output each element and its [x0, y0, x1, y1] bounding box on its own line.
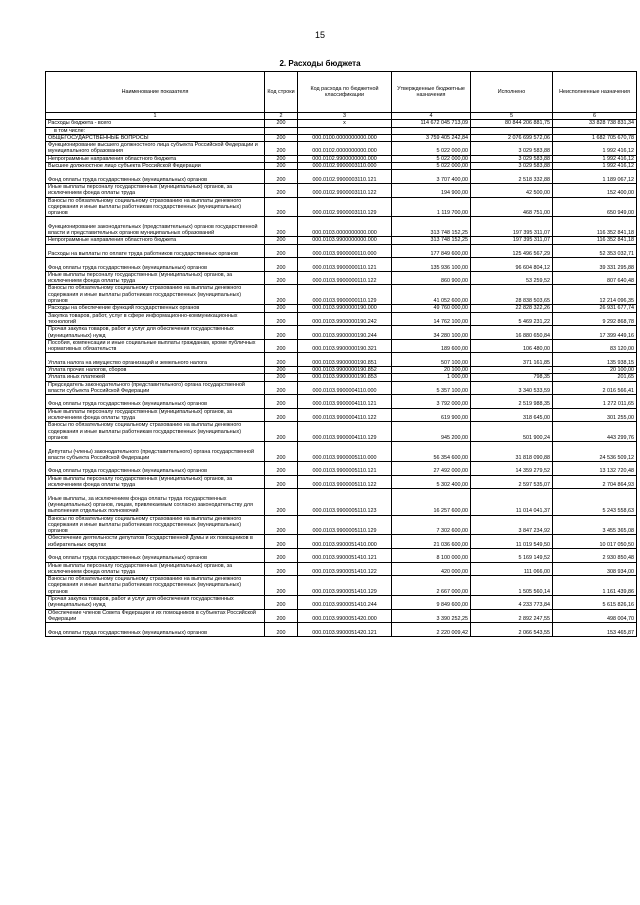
row-name: Уплата налога на имущество организаций и земельного налога: [46, 353, 265, 367]
row-classification-code: 000.0103.9900000190.321: [298, 339, 392, 353]
row-line-code: 200: [265, 170, 298, 184]
row-executed: 11 019 549,50: [471, 535, 553, 549]
row-name: Иные выплаты персоналу государственных (муниципальных) органов, за исключением фонда оплаты труда: [46, 183, 265, 197]
row-classification-code: 000.0103.9900000190.244: [298, 326, 392, 340]
row-line-code: 200: [265, 515, 298, 535]
row-line-code: 200: [265, 462, 298, 476]
row-unexecuted: 2 704 864,93: [553, 475, 637, 489]
row-approved: 619 900,00: [392, 408, 471, 422]
row-classification-code: 000.0102.9900003110.122: [298, 183, 392, 197]
row-name: в том числе:: [46, 127, 265, 134]
row-unexecuted: 12 214 096,35: [553, 285, 637, 305]
row-unexecuted: 308 934,00: [553, 562, 637, 576]
row-classification-code: 000.0103.9900005110.121: [298, 462, 392, 476]
row-line-code: 200: [265, 535, 298, 549]
row-name: Взносы по обязательному социальному страхованию на выплаты денежного содержания и иные выплаты работникам государственных (муниципальных) органов: [46, 422, 265, 442]
row-unexecuted: 20 100,00: [553, 366, 637, 373]
row-classification-code: 000.0102.0000000000.000: [298, 142, 392, 156]
row-name: Прочая закупка товаров, работ и услуг для обеспечения государственных (муниципальных) нужд: [46, 326, 265, 340]
table-row: [46, 155, 637, 162]
row-executed: 501 900,24: [471, 422, 553, 442]
row-classification-code: 000.0103.9900051410.000: [298, 535, 392, 549]
row-approved: 21 036 600,00: [392, 535, 471, 549]
row-executed: 798,35: [471, 374, 553, 381]
row-approved: [392, 127, 471, 134]
row-executed: 1 505 560,14: [471, 576, 553, 596]
row-approved: 2 220 009,42: [392, 623, 471, 637]
row-executed: [471, 127, 553, 134]
row-line-code: [265, 127, 298, 134]
table-row: [46, 217, 637, 237]
row-executed: 42 500,00: [471, 183, 553, 197]
row-approved: 5 022 000,00: [392, 163, 471, 170]
row-classification-code: 000.0103.9900051410.122: [298, 562, 392, 576]
row-executed: 2 076 699 572,06: [471, 134, 553, 141]
row-classification-code: 000.0103.9900005110.000: [298, 442, 392, 462]
row-classification-code: 000.0103.9900000190.853: [298, 374, 392, 381]
row-approved: 3 707 400,00: [392, 170, 471, 184]
column-number-row: [46, 113, 637, 120]
row-classification-code: 000.0103.9900004110.122: [298, 408, 392, 422]
row-approved: 5 022 000,00: [392, 155, 471, 162]
row-unexecuted: 1 272 011,65: [553, 395, 637, 409]
column-number: 2: [265, 113, 298, 120]
row-executed: 11 014 041,37: [471, 489, 553, 515]
row-classification-code: 000.0103.9900051410.121: [298, 549, 392, 563]
row-classification-code: 000.0103.9900000110.121: [298, 258, 392, 272]
row-classification-code: 000.0103.9900051420.000: [298, 609, 392, 623]
row-line-code: 200: [265, 197, 298, 217]
row-classification-code: 000.0103.9900000190.242: [298, 312, 392, 326]
row-executed: 2 066 543,55: [471, 623, 553, 637]
row-approved: 5 302 400,00: [392, 475, 471, 489]
row-line-code: 200: [265, 326, 298, 340]
row-classification-code: x: [298, 120, 392, 127]
column-header-unexecuted: Неисполненные назначения: [553, 72, 637, 113]
table-row: [46, 163, 637, 170]
row-approved: 5 022 000,00: [392, 142, 471, 156]
row-line-code: 200: [265, 623, 298, 637]
row-line-code: 200: [265, 217, 298, 237]
row-line-code: 200: [265, 609, 298, 623]
row-line-code: 200: [265, 142, 298, 156]
table-row: [46, 271, 637, 285]
row-name: Расходы на выплаты по оплате труда работников государственных органов: [46, 244, 265, 258]
row-executed: 22 828 322,26: [471, 305, 553, 312]
row-approved: 3 390 252,25: [392, 609, 471, 623]
row-classification-code: 000.0103.9900000110.129: [298, 285, 392, 305]
row-approved: 3 792 000,00: [392, 395, 471, 409]
table-row: [46, 127, 637, 134]
row-executed: 16 880 650,84: [471, 326, 553, 340]
table-row: [46, 609, 637, 623]
table-row: [46, 339, 637, 353]
column-header-name: Наименование показателя: [46, 72, 265, 113]
row-executed: 53 259,52: [471, 271, 553, 285]
row-classification-code: 000.0103.9900000190.851: [298, 353, 392, 367]
row-unexecuted: 3 455 365,08: [553, 515, 637, 535]
row-unexecuted: 443 299,76: [553, 422, 637, 442]
row-line-code: 200: [265, 258, 298, 272]
table-row: [46, 120, 637, 127]
row-approved: 56 354 600,00: [392, 442, 471, 462]
row-name: Уплата прочих налогов, сборов: [46, 366, 265, 373]
row-name: Фонд оплаты труда государственных (муниципальных) органов: [46, 395, 265, 409]
row-line-code: 200: [265, 475, 298, 489]
row-name: Уплата иных платежей: [46, 374, 265, 381]
row-classification-code: 000.0103.9900005110.129: [298, 515, 392, 535]
row-classification-code: 000.0103.9900051410.244: [298, 596, 392, 610]
row-approved: 14 762 100,00: [392, 312, 471, 326]
row-line-code: 200: [265, 381, 298, 395]
row-unexecuted: 152 400,00: [553, 183, 637, 197]
table-row: [46, 596, 637, 610]
table-row: [46, 549, 637, 563]
row-unexecuted: 2 016 566,41: [553, 381, 637, 395]
row-unexecuted: 153 465,87: [553, 623, 637, 637]
row-line-code: 200: [265, 339, 298, 353]
row-classification-code: 000.0103.9900004110.121: [298, 395, 392, 409]
table-row: [46, 197, 637, 217]
row-name: Функционирование законодательных (представительных) органов государственной власти и представительных органов муниципальных образований: [46, 217, 265, 237]
row-name: Иные выплаты персоналу государственных (муниципальных) органов, за исключением фонда оплаты труда: [46, 408, 265, 422]
row-unexecuted: 26 931 677,74: [553, 305, 637, 312]
row-executed: 3 029 583,88: [471, 155, 553, 162]
row-classification-code: 000.0100.0000000000.000: [298, 134, 392, 141]
row-name: Функционирование высшего должностного лица субъекта Российской Федерации и муниципального образования: [46, 142, 265, 156]
row-approved: 194 900,00: [392, 183, 471, 197]
row-executed: 5 469 231,22: [471, 312, 553, 326]
row-line-code: 200: [265, 366, 298, 373]
row-approved: 27 492 000,00: [392, 462, 471, 476]
row-approved: 49 760 000,00: [392, 305, 471, 312]
row-executed: 106 480,00: [471, 339, 553, 353]
table-row: [46, 366, 637, 373]
row-unexecuted: 135 938,15: [553, 353, 637, 367]
row-name: Фонд оплаты труда государственных (муниципальных) органов: [46, 623, 265, 637]
row-unexecuted: 9 292 868,78: [553, 312, 637, 326]
row-name: Фонд оплаты труда государственных (муниципальных) органов: [46, 462, 265, 476]
row-executed: 197 395 311,07: [471, 217, 553, 237]
row-unexecuted: 201,65: [553, 374, 637, 381]
row-executed: 80 844 206 881,75: [471, 120, 553, 127]
table-row: [46, 381, 637, 395]
row-executed: 4 233 773,84: [471, 596, 553, 610]
table-row: [46, 489, 637, 515]
row-name: Взносы по обязательному социальному страхованию на выплаты денежного содержания и иные выплаты работникам государственных (муниципальных) органов: [46, 285, 265, 305]
table-row: [46, 237, 637, 244]
row-line-code: 200: [265, 183, 298, 197]
row-classification-code: 000.0102.9900003110.000: [298, 163, 392, 170]
row-line-code: 200: [265, 576, 298, 596]
row-executed: 2 518 332,88: [471, 170, 553, 184]
row-approved: 860 900,00: [392, 271, 471, 285]
table-row: [46, 395, 637, 409]
row-name: Расходы на обеспечение функций государственных органов: [46, 305, 265, 312]
row-executed: 3 029 583,88: [471, 163, 553, 170]
row-classification-code: 000.0103.9900005110.122: [298, 475, 392, 489]
row-line-code: 200: [265, 408, 298, 422]
row-name: Обеспечение членов Совета Федерации и их помощников в субъектах Российской Федерации: [46, 609, 265, 623]
column-header-line-code: Код строки: [265, 72, 298, 113]
row-approved: 1 119 700,00: [392, 197, 471, 217]
row-unexecuted: 1 189 067,12: [553, 170, 637, 184]
row-name: Расходы бюджета - всего: [46, 120, 265, 127]
header-row: [46, 72, 637, 113]
row-executed: 318 645,00: [471, 408, 553, 422]
row-approved: 34 280 100,00: [392, 326, 471, 340]
column-number: 3: [298, 113, 392, 120]
column-number: 5: [471, 113, 553, 120]
row-approved: 420 000,00: [392, 562, 471, 576]
row-name: Закупка товаров, работ, услуг в сфере информационно-коммуникационных технологий: [46, 312, 265, 326]
row-line-code: 200: [265, 562, 298, 576]
table-row: [46, 562, 637, 576]
row-approved: 114 672 045 713,09: [392, 120, 471, 127]
row-unexecuted: 83 120,00: [553, 339, 637, 353]
row-executed: 31 818 090,88: [471, 442, 553, 462]
table-row: [46, 134, 637, 141]
row-name: ОБЩЕГОСУДАРСТВЕННЫЕ ВОПРОСЫ: [46, 134, 265, 141]
row-classification-code: 000.0103.9900005110.123: [298, 489, 392, 515]
row-name: Депутаты (члены) законодательного (представительного) органа государственной власти субъекта Российской Федерации: [46, 442, 265, 462]
row-name: Председатель законодательного (представительного) органа государственной власти субъекта Российской Федерации: [46, 381, 265, 395]
row-classification-code: [298, 127, 392, 134]
row-executed: 96 604 804,12: [471, 258, 553, 272]
row-unexecuted: [553, 127, 637, 134]
table-row: [46, 374, 637, 381]
row-unexecuted: 33 828 738 831,34: [553, 120, 637, 127]
table-body: [46, 120, 637, 637]
row-line-code: 200: [265, 395, 298, 409]
row-classification-code: 000.0103.9900000110.122: [298, 271, 392, 285]
row-line-code: 200: [265, 285, 298, 305]
row-line-code: 200: [265, 422, 298, 442]
row-name: Высшее должностное лицо субъекта Российской Федерации: [46, 163, 265, 170]
row-executed: 2 892 247,55: [471, 609, 553, 623]
row-line-code: 200: [265, 305, 298, 312]
row-classification-code: 000.0103.0000000000.000: [298, 217, 392, 237]
table-row: [46, 244, 637, 258]
row-executed: 28 838 503,65: [471, 285, 553, 305]
row-unexecuted: 17 399 449,16: [553, 326, 637, 340]
row-unexecuted: 39 331 295,88: [553, 258, 637, 272]
section-title: 2. Расходы бюджета: [279, 59, 361, 68]
row-approved: 20 100,00: [392, 366, 471, 373]
row-executed: 2 519 988,35: [471, 395, 553, 409]
table-row: [46, 326, 637, 340]
row-line-code: 200: [265, 353, 298, 367]
column-header-classification-code: Код расхода по бюджетной классификации: [298, 72, 392, 113]
row-line-code: 200: [265, 120, 298, 127]
row-executed: 468 751,00: [471, 197, 553, 217]
row-line-code: 200: [265, 549, 298, 563]
table-row: [46, 305, 637, 312]
row-unexecuted: 5 243 558,63: [553, 489, 637, 515]
table-row: [46, 353, 637, 367]
row-unexecuted: 1 992 416,12: [553, 142, 637, 156]
table-row: [46, 462, 637, 476]
row-classification-code: 000.0103.9900000110.000: [298, 244, 392, 258]
row-line-code: 200: [265, 244, 298, 258]
table-row: [46, 285, 637, 305]
row-line-code: 200: [265, 155, 298, 162]
row-approved: 16 257 600,00: [392, 489, 471, 515]
row-approved: 313 748 152,25: [392, 237, 471, 244]
row-name: Взносы по обязательному социальному страхованию на выплаты денежного содержания и иные выплаты работникам государственных (муниципальных) органов: [46, 576, 265, 596]
column-header-executed: Исполнено: [471, 72, 553, 113]
row-classification-code: 000.0103.9900000190.852: [298, 366, 392, 373]
row-executed: 125 496 567,29: [471, 244, 553, 258]
row-name: Фонд оплаты труда государственных (муниципальных) органов: [46, 549, 265, 563]
row-approved: 2 667 000,00: [392, 576, 471, 596]
row-classification-code: 000.0103.9900004110.000: [298, 381, 392, 395]
row-approved: 8 100 000,00: [392, 549, 471, 563]
table-row: [46, 623, 637, 637]
row-name: Иные выплаты персоналу государственных (муниципальных) органов, за исключением фонда оплаты труда: [46, 271, 265, 285]
row-approved: 135 936 100,00: [392, 258, 471, 272]
table-row: [46, 442, 637, 462]
table-row: [46, 170, 637, 184]
row-classification-code: 000.0102.9900003110.129: [298, 197, 392, 217]
row-approved: 507 100,00: [392, 353, 471, 367]
row-unexecuted: 301 255,00: [553, 408, 637, 422]
row-classification-code: 000.0102.9900003110.121: [298, 170, 392, 184]
row-name: Взносы по обязательному социальному страхованию на выплаты денежного содержания и иные выплаты работникам государственных (муниципальных) органов: [46, 515, 265, 535]
row-line-code: 200: [265, 163, 298, 170]
row-line-code: 200: [265, 596, 298, 610]
table-row: [46, 312, 637, 326]
table-row: [46, 408, 637, 422]
row-executed: 14 359 279,52: [471, 462, 553, 476]
row-line-code: 200: [265, 237, 298, 244]
row-unexecuted: 650 949,00: [553, 197, 637, 217]
row-classification-code: 000.0103.9900051420.121: [298, 623, 392, 637]
row-unexecuted: 24 536 509,12: [553, 442, 637, 462]
row-line-code: 200: [265, 312, 298, 326]
row-approved: 5 357 100,00: [392, 381, 471, 395]
row-name: Фонд оплаты труда государственных (муниципальных) органов: [46, 258, 265, 272]
row-approved: 177 849 600,00: [392, 244, 471, 258]
row-line-code: 200: [265, 442, 298, 462]
row-unexecuted: 116 352 841,18: [553, 217, 637, 237]
row-approved: 3 759 405 242,84: [392, 134, 471, 141]
row-executed: 3 847 234,92: [471, 515, 553, 535]
row-line-code: 200: [265, 134, 298, 141]
table-row: [46, 422, 637, 442]
table-row: [46, 142, 637, 156]
row-executed: -: [471, 366, 553, 373]
column-number: 4: [392, 113, 471, 120]
row-unexecuted: 2 930 850,48: [553, 549, 637, 563]
row-name: Непрограммные направления областного бюджета: [46, 155, 265, 162]
row-line-code: 200: [265, 489, 298, 515]
row-name: Обеспечение деятельности депутатов Государственной Думы и их помощников в избирательных округах: [46, 535, 265, 549]
row-executed: 197 395 311,07: [471, 237, 553, 244]
row-unexecuted: 498 004,70: [553, 609, 637, 623]
table-row: [46, 258, 637, 272]
row-classification-code: 000.0103.9900004110.129: [298, 422, 392, 442]
table-row: [46, 515, 637, 535]
row-name: Иные выплаты персоналу государственных (муниципальных) органов, за исключением фонда оплаты труда: [46, 562, 265, 576]
column-number: 1: [46, 113, 265, 120]
expenses-table: [45, 71, 637, 637]
row-unexecuted: 5 615 826,16: [553, 596, 637, 610]
table-row: [46, 576, 637, 596]
row-approved: 945 200,00: [392, 422, 471, 442]
row-unexecuted: 1 682 705 670,78: [553, 134, 637, 141]
row-unexecuted: 116 352 841,18: [553, 237, 637, 244]
row-executed: 2 597 535,07: [471, 475, 553, 489]
row-name: Взносы по обязательному социальному страхованию на выплаты денежного содержания и иные выплаты работникам государственных (муниципальных) органов: [46, 197, 265, 217]
row-executed: 3 029 583,88: [471, 142, 553, 156]
row-name: Фонд оплаты труда государственных (муниципальных) органов: [46, 170, 265, 184]
row-classification-code: 000.0103.9900000190.000: [298, 305, 392, 312]
row-unexecuted: 10 017 050,50: [553, 535, 637, 549]
row-name: Прочая закупка товаров, работ и услуг для обеспечения государственных (муниципальных) нужд: [46, 596, 265, 610]
row-unexecuted: 1 992 416,12: [553, 163, 637, 170]
row-unexecuted: 13 132 720,48: [553, 462, 637, 476]
column-number: 6: [553, 113, 637, 120]
page-number: 15: [314, 30, 325, 40]
row-unexecuted: 1 161 439,86: [553, 576, 637, 596]
table-row: [46, 183, 637, 197]
row-approved: 313 748 152,25: [392, 217, 471, 237]
column-header-approved: Утвержденные бюджетные назначения: [392, 72, 471, 113]
row-unexecuted: 807 640,48: [553, 271, 637, 285]
row-approved: 41 052 600,00: [392, 285, 471, 305]
row-name: Непрограммные направления областного бюджета: [46, 237, 265, 244]
row-executed: 3 340 533,59: [471, 381, 553, 395]
row-name: Пособия, компенсации и иные социальные выплаты гражданам, кроме публичных нормативных обязательств: [46, 339, 265, 353]
row-executed: 5 169 149,52: [471, 549, 553, 563]
row-name: Иные выплаты, за исключением фонда оплаты труда государственных (муниципальных) органов, лицам, привлекаемым согласно законодательству для выполнения отдельных полномочий: [46, 489, 265, 515]
row-unexecuted: 52 353 032,71: [553, 244, 637, 258]
row-classification-code: 000.0103.9900000000.000: [298, 237, 392, 244]
row-classification-code: 000.0103.9900051410.129: [298, 576, 392, 596]
row-approved: 7 302 600,00: [392, 515, 471, 535]
row-executed: 111 066,00: [471, 562, 553, 576]
row-line-code: 200: [265, 271, 298, 285]
row-unexecuted: 1 992 416,12: [553, 155, 637, 162]
table-row: [46, 535, 637, 549]
row-executed: 371 161,85: [471, 353, 553, 367]
row-approved: 9 849 600,00: [392, 596, 471, 610]
row-line-code: 200: [265, 374, 298, 381]
row-name: Иные выплаты персоналу государственных (муниципальных) органов, за исключением фонда оплаты труда: [46, 475, 265, 489]
row-approved: 1 000,00: [392, 374, 471, 381]
table-row: [46, 475, 637, 489]
row-approved: 189 600,00: [392, 339, 471, 353]
row-classification-code: 000.0102.9900000000.000: [298, 155, 392, 162]
